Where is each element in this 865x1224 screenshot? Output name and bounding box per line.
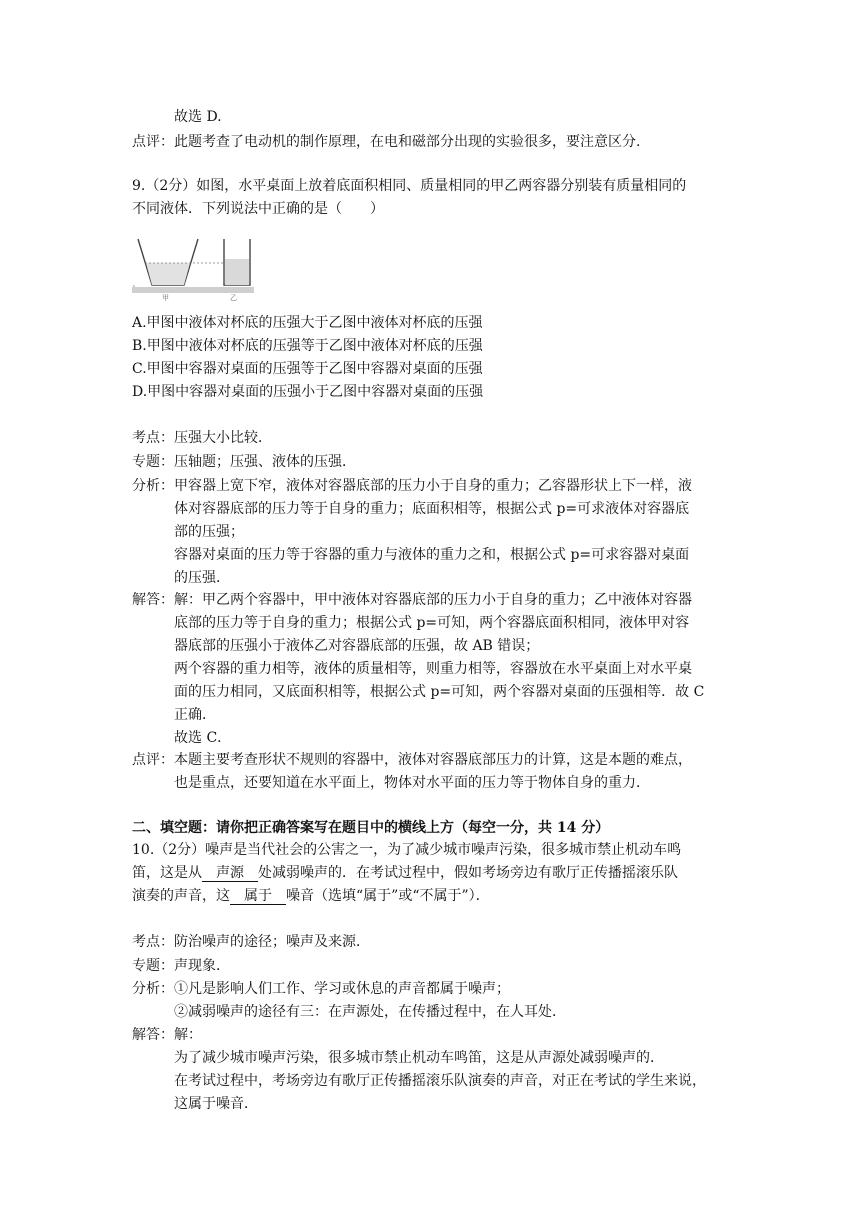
q9-stem-line2: 不同液体．下列说法中正确的是（ ）: [132, 201, 384, 217]
container-diagram: [132, 233, 254, 301]
q9-fenxi-3: 部的压强；: [174, 524, 244, 540]
label-yi: 乙: [230, 294, 237, 301]
q10-stem3-pre: 演奏的声音，这: [132, 888, 230, 904]
q9-option-d: D.甲图中容器对桌面的压强小于乙图中容器对桌面的压强: [132, 384, 484, 400]
q10-stem2-post: 处减弱噪声的．在考试过程中，假如考场旁边有歌厅正传播摇滚乐队: [258, 865, 678, 881]
q9-fenxi-5: 的压强．: [174, 570, 230, 586]
q9-kaodian: 考点：压强大小比较．: [132, 430, 272, 446]
q9-dianping-2: 也是重点，还要知道在水平面上，物体对水平面的压力等于物体自身的重力．: [174, 775, 650, 791]
q10-stem-line2: [132, 863, 678, 883]
q9-option-c: C.甲图中容器对桌面的压强等于乙图中容器对桌面的压强: [132, 361, 483, 377]
q10-stem3-post: 噪音（选填“属于”或“不属于”）．: [286, 888, 490, 904]
q9-jieda-5: 面的压力相同，又底面积相等，根据公式 p=可知，两个容器对桌面的压强相等．故 C: [174, 684, 705, 700]
q10-stem2-pre: 笛，这是从: [132, 865, 202, 881]
q9-jieda-7: 故选 C．: [174, 730, 232, 746]
table-surface: [132, 287, 254, 293]
q9-stem-line1: 9.（2分）如图，水平桌面上放着底面积相同、质量相同的甲乙两容器分别装有质量相同的: [132, 178, 687, 194]
answer-blank-1: 声源: [202, 865, 258, 882]
q9-dianping-1: 点评：本题主要考查形状不规则的容器中，液体对容器底部压力的计算，这是本题的难点，: [132, 752, 692, 768]
q9-zhuanti: 专题：压轴题；压强、液体的压强．: [132, 454, 356, 470]
q10-jieda-0: 解答：解：: [132, 1027, 202, 1043]
q9-option-a: A.甲图中液体对杯底的压强大于乙图中液体对杯底的压强: [132, 315, 483, 331]
q10-kaodian: 考点：防治噪声的途径；噪声及来源．: [132, 934, 370, 950]
label-jia: 甲: [162, 294, 169, 301]
q9-fenxi-2: 体对容器底部的压力等于自身的重力；底面积相等，根据公式 p=可求液体对容器底: [174, 501, 690, 517]
liquid-b: [225, 259, 249, 285]
q10-stem-line1: 10.（2分）噪声是当代社会的公害之一，为了减少城市噪声污染，很多城市禁止机动车鸣: [132, 842, 682, 858]
q9-fenxi-1: 分析：甲容器上宽下窄，液体对容器底部的压力小于自身的重力；乙容器形状上下一样，液: [132, 478, 692, 494]
q9-jieda-3: 器底部的压强小于液体乙对容器底部的压强，故 AB 错误；: [174, 638, 540, 654]
prev-comment: 点评：此题考查了电动机的制作原理，在电和磁部分出现的实验很多，要注意区分.: [132, 134, 641, 150]
q10-zhuanti: 专题：声现象．: [132, 958, 230, 974]
q10-jieda-1: 为了减少城市噪声污染，很多城市禁止机动车鸣笛，这是从声源处减弱噪声的．: [174, 1050, 664, 1066]
q10-stem-line3: [132, 886, 490, 906]
prev-choice: 故选 D.: [174, 109, 222, 125]
q9-jieda-4: 两个容器的重力相等，液体的质量相等，则重力相等，容器放在水平桌面上对水平桌: [174, 661, 692, 677]
q9-jieda-6: 正确．: [174, 707, 216, 723]
answer-blank-2: 属于: [230, 888, 286, 905]
liquid-a: [146, 263, 190, 285]
q9-jieda-1: 解答：解：甲乙两个容器中，甲中液体对容器底部的压力小于自身的重力；乙中液体对容器: [132, 592, 692, 608]
q10-jieda-2: 在考试过程中，考场旁边有歌厅正传播摇滚乐队演奏的声音，对正在考试的学生来说，: [174, 1073, 706, 1089]
q10-fenxi-2: ②减弱噪声的途径有三：在声源处，在传播过程中，在人耳处．: [174, 1004, 566, 1020]
q9-fenxi-4: 容器对桌面的压力等于容器的重力与液体的重力之和，根据公式 p=可求容器对桌面: [174, 547, 690, 563]
q9-option-b: B.甲图中液体对杯底的压强等于乙图中液体对杯底的压强: [132, 338, 483, 354]
q9-jieda-2: 底部的压力等于自身的重力；根据公式 p=可知，两个容器底面积相同，液体甲对容: [174, 615, 690, 631]
section-heading: 二、填空题：请你把正确答案写在题目中的横线上方（每空一分，共 14 分）: [132, 820, 610, 836]
q10-fenxi-1: 分析：①凡是影响人们工作、学习或休息的声音都属于噪声；: [132, 981, 510, 997]
q10-jieda-3: 这属于噪音．: [174, 1096, 258, 1112]
